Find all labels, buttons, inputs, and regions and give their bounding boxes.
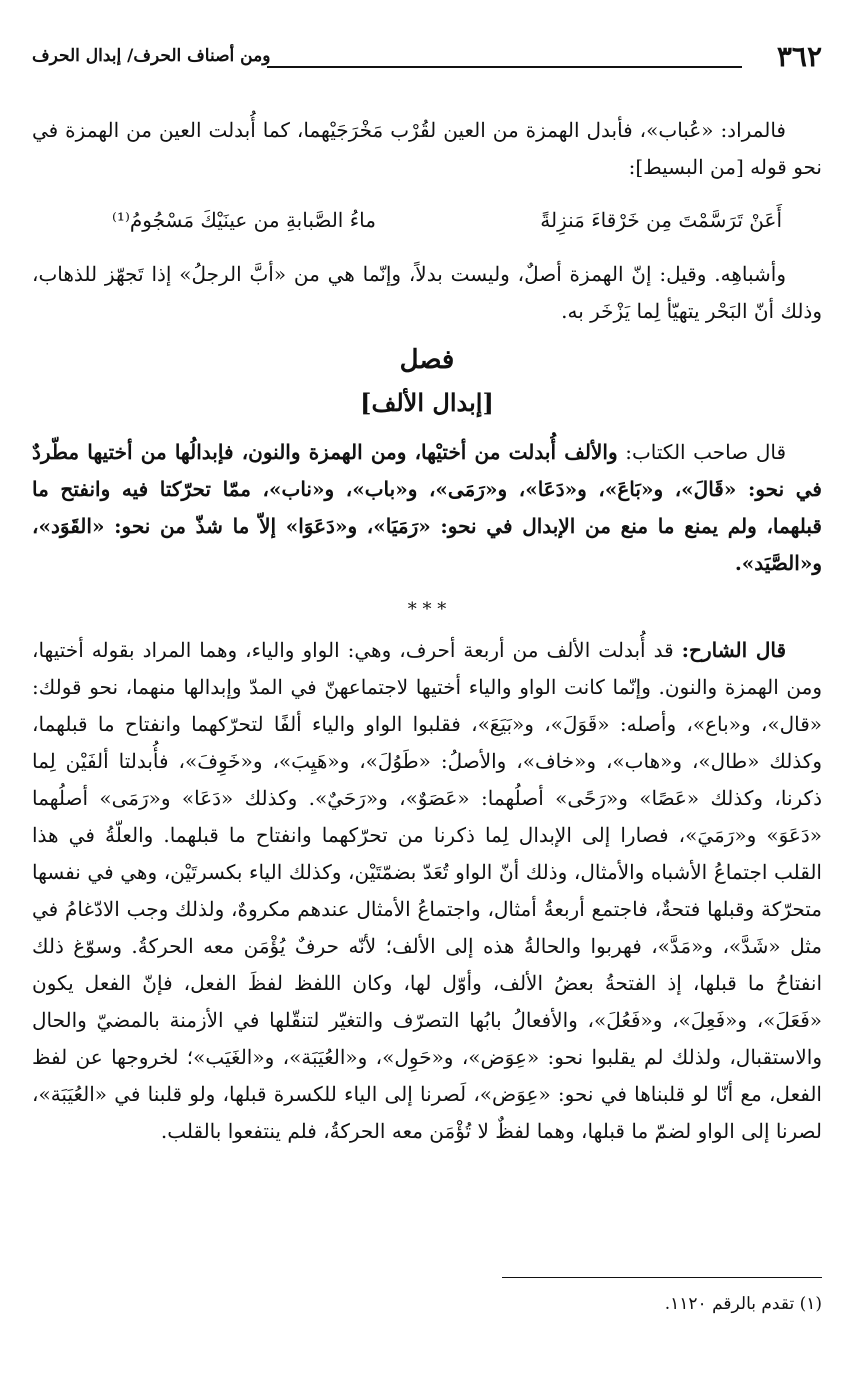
section-heading: فصل bbox=[399, 345, 455, 375]
section-subheading: [إبدال الألف] bbox=[360, 388, 494, 417]
page-body bbox=[32, 112, 822, 1160]
footnote: (١) تقدم بالرقم ١١٢٠. bbox=[664, 1294, 822, 1314]
separator-stars: * * * bbox=[407, 599, 447, 620]
intro-paragraph: فالمراد: «عُباب»، فأبدل الهمزة من العين لقُرْب مَخْرَجَيْهما، كما أُبدلت العين من الهمزة في نحو قوله [من البسيط]: bbox=[32, 118, 822, 179]
page-number: ٣٦٢ bbox=[776, 40, 822, 73]
author-text-paragraph bbox=[32, 434, 822, 582]
page-header bbox=[32, 40, 822, 82]
author-text: والألف أُبدلت من أختيْها، ومن الهمزة والنون، فإبدالُها من أختيها مطّردٌ في نحو: «قَالَ»، و«بَاعَ»، و«دَعَا»، و«رَمَى»، و«باب»، و«ناب»، ممّا تحرّكتا فيه وانفتح ما قبلهما، ولم يمنع ما منع من الإبدال في نحو: «رَمَيَا»، و«دَعَوَا» إلاّ ما شذّ من نحو: «القَوَد»، و«الصَّيَد». bbox=[32, 440, 822, 575]
verse-second-hemistich: ماءُ الصَّبابةِ من عينَيْكَ مَسْجُومُ⁽¹⁾ bbox=[112, 208, 376, 232]
author-speaker-label: قال صاحب الكتاب: bbox=[625, 440, 787, 464]
verse-first-hemistich: أَعَنْ تَرَسَّمْتَ مِن خَرْقاءَ مَنزِلةً bbox=[540, 208, 782, 232]
commentary-paragraph bbox=[32, 632, 822, 1150]
footnote-rule bbox=[502, 1277, 822, 1278]
verse-line bbox=[32, 196, 822, 244]
header-rule bbox=[267, 66, 742, 68]
intro-paragraph-2: وأشباهِه. وقيل: إنّ الهمزة أصلٌ، وليست بدلاً، وإنّما هي من «أبَّ الرجلُ» إذا تَجهّز للذهاب، وذلك أنّ البَحْر يتهيّأ لِما يَزْخَر به. bbox=[32, 262, 822, 323]
commentary-text: قد أُبدلت الألف من أربعة أحرف، وهي: الواو والياء، وهما المراد بقوله أختيها، ومن الهمزة والنون. وإنّما كانت الواو والياء أختيها لاجتماعهنّ في المدّ وإبدالها منهما، نحو قولك: «قال»، و«باع»، وأصله: «قَوَلَ»، و«بَيَعَ»، فقلبوا الواو والياء ألفًا لتحرّكهما وانفتاح ما قبلهما، وكذلك «طال»، و«هاب»، و«خاف»، والأصلُ: «طَوُلَ»، و«هَيِبَ»، و«خَوِفَ»، فأُبدلتا ألفَيْن لِما ذكرنا، وكذلك «عَصًا» و«رَحًى» أصلُهما: «عَصَوٌ»، و«رَحَيٌ». وكذلك «دَعَا» و«رَمَى» أصلُهما «دَعَوَ» و«رَمَيَ»، فصارا إلى الإبدال لِما ذكرنا من تحرّكهما وانفتاح ما قبلهما. والعلّةُ في هذا القلب اجتماعُ الأشباه والأمثال، وذلك أنّ الواو تُعَدّ بضمّتَيْن، وكذلك الياء بكسرتَيْن، وهي في نفسها متحرّكة وقبلها فتحةٌ، فاجتمع أربعةُ أمثال، واجتماعُ الأمثال عندهم مكروهٌ، ولذلك وجب الادّغامُ في مثل «شَدَّ»، و«مَدَّ»، فهربوا والحالةُ هذه إلى الألف؛ لأنّه حرفٌ يُؤْمَن معه الحركةُ. وسوّغ ذلك انفتاحُ ما قبلها، إذ الفتحةُ بعضُ الألف، وأوّل لها، وكان اللفظ لفظَ الفعل، فإنّ الفعل يكون «فَعَلَ»، و«فَعِلَ»، و«فَعُلَ»، والأفعالُ بابُها التصرّف والتغيّر لتنقّلها في الأزمنة بالمضيّ والحال والاستقبال، ولذلك لم يقلبوا نحو: «عِوَض»، و«حَوِل»، و«العُيَبَة»، و«الغَيَب»؛ لخروجها عن لفظ الفعل، مع أنّا لو قلبناها في نحو: «عِوَض»، لَصرنا إلى الياء للكسرة قبلها، ولو قلبنا في «العُيَبَة»، لصرنا إلى الواو لضمّ ما قبلها، وهما لفظٌ لا تُؤْمَن معه الحركةُ، فلم ينتفعوا بالقلب. bbox=[32, 638, 822, 1143]
running-title: ومن أصناف الحرف/ إبدال الحرف bbox=[32, 46, 271, 66]
book-page bbox=[32, 40, 822, 1350]
commentary-speaker-label: قال الشارح: bbox=[681, 638, 786, 662]
